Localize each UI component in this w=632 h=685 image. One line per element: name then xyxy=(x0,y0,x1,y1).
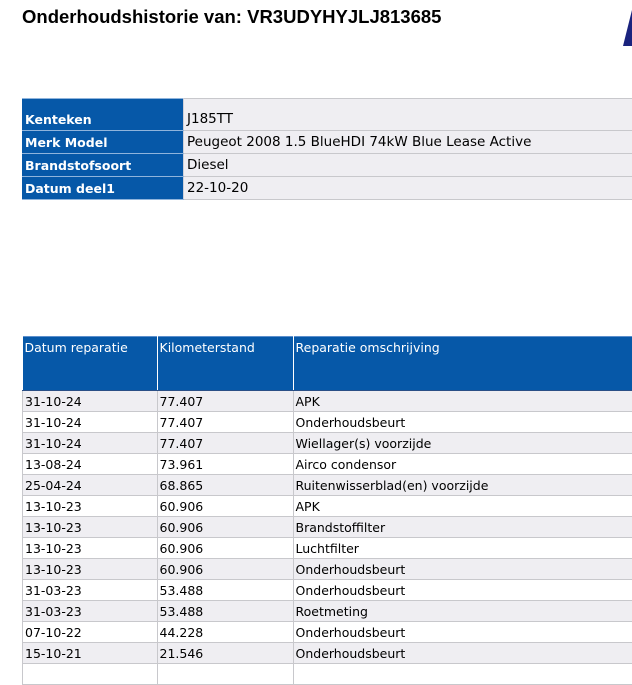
repair-table-header xyxy=(23,337,632,391)
table-row xyxy=(23,559,632,580)
cell-date: 07-10-22 xyxy=(23,622,158,643)
info-value: 22-10-20 xyxy=(184,177,632,200)
brand-logo-icon xyxy=(623,10,632,46)
table-row xyxy=(23,412,632,433)
info-value: Peugeot 2008 1.5 BlueHDI 74kW Blue Lease Active xyxy=(184,131,632,154)
table-row xyxy=(23,454,632,475)
cell-date: 13-08-24 xyxy=(23,454,158,475)
cell-description: Brandstoffilter xyxy=(293,517,632,538)
info-row-brandstofsoort xyxy=(22,154,632,177)
table-row xyxy=(23,643,632,664)
table-row xyxy=(23,601,632,622)
cell-description: Onderhoudsbeurt xyxy=(293,559,632,580)
cell-km: 60.906 xyxy=(157,496,293,517)
cell-date: 31-10-24 xyxy=(23,412,158,433)
cell-km xyxy=(157,664,293,685)
cell-description: APK xyxy=(293,496,632,517)
cell-km: 77.407 xyxy=(157,412,293,433)
cell-description: Wiellager(s) voorzijde xyxy=(293,433,632,454)
cell-description: Ruitenwisserblad(en) voorzijde xyxy=(293,475,632,496)
cell-date: 31-03-23 xyxy=(23,601,158,622)
cell-description: APK xyxy=(293,391,632,412)
info-label: Datum deel1 xyxy=(22,177,184,200)
cell-km: 53.488 xyxy=(157,601,293,622)
info-row-datum-deel1 xyxy=(22,177,632,200)
cell-description: Luchtfilter xyxy=(293,538,632,559)
vehicle-info-table xyxy=(22,98,632,200)
cell-km: 21.546 xyxy=(157,643,293,664)
cell-description: Onderhoudsbeurt xyxy=(293,622,632,643)
cell-km: 60.906 xyxy=(157,559,293,580)
table-row xyxy=(23,580,632,601)
cell-description: Onderhoudsbeurt xyxy=(293,580,632,601)
cell-description: Onderhoudsbeurt xyxy=(293,412,632,433)
cell-date: 31-10-24 xyxy=(23,391,158,412)
cell-date: 25-04-24 xyxy=(23,475,158,496)
cell-description: Roetmeting xyxy=(293,601,632,622)
column-header-km: Kilometerstand xyxy=(157,337,293,391)
table-row xyxy=(23,391,632,412)
table-row xyxy=(23,538,632,559)
cell-date: 31-10-24 xyxy=(23,433,158,454)
cell-date xyxy=(23,664,158,685)
repair-history-table xyxy=(22,336,632,685)
cell-date: 13-10-23 xyxy=(23,517,158,538)
cell-date: 31-03-23 xyxy=(23,580,158,601)
cell-description: Airco condensor xyxy=(293,454,632,475)
table-row xyxy=(23,475,632,496)
info-row-merk-model xyxy=(22,131,632,154)
cell-km: 73.961 xyxy=(157,454,293,475)
table-row xyxy=(23,517,632,538)
cell-description xyxy=(293,664,632,685)
cell-km: 53.488 xyxy=(157,580,293,601)
cell-date: 13-10-23 xyxy=(23,496,158,517)
info-label: Merk Model xyxy=(22,131,184,154)
page-title: Onderhoudshistorie van: VR3UDYHYJLJ813685 xyxy=(22,6,441,28)
table-row xyxy=(23,433,632,454)
info-label: Brandstofsoort xyxy=(22,154,184,177)
cell-km: 68.865 xyxy=(157,475,293,496)
info-value: Diesel xyxy=(184,154,632,177)
cell-date: 15-10-21 xyxy=(23,643,158,664)
column-header-description: Reparatie omschrijving xyxy=(293,337,632,391)
info-label: Kenteken xyxy=(22,99,184,131)
column-header-date: Datum reparatie xyxy=(23,337,158,391)
cell-date: 13-10-23 xyxy=(23,559,158,580)
cell-km: 60.906 xyxy=(157,538,293,559)
cell-description: Onderhoudsbeurt xyxy=(293,643,632,664)
info-value: J185TT xyxy=(184,99,632,131)
cell-km: 77.407 xyxy=(157,391,293,412)
table-row xyxy=(23,622,632,643)
table-row xyxy=(23,496,632,517)
cell-km: 77.407 xyxy=(157,433,293,454)
cell-date: 13-10-23 xyxy=(23,538,158,559)
cell-km: 44.228 xyxy=(157,622,293,643)
table-row xyxy=(23,664,632,685)
cell-km: 60.906 xyxy=(157,517,293,538)
info-row-kenteken xyxy=(22,99,632,131)
